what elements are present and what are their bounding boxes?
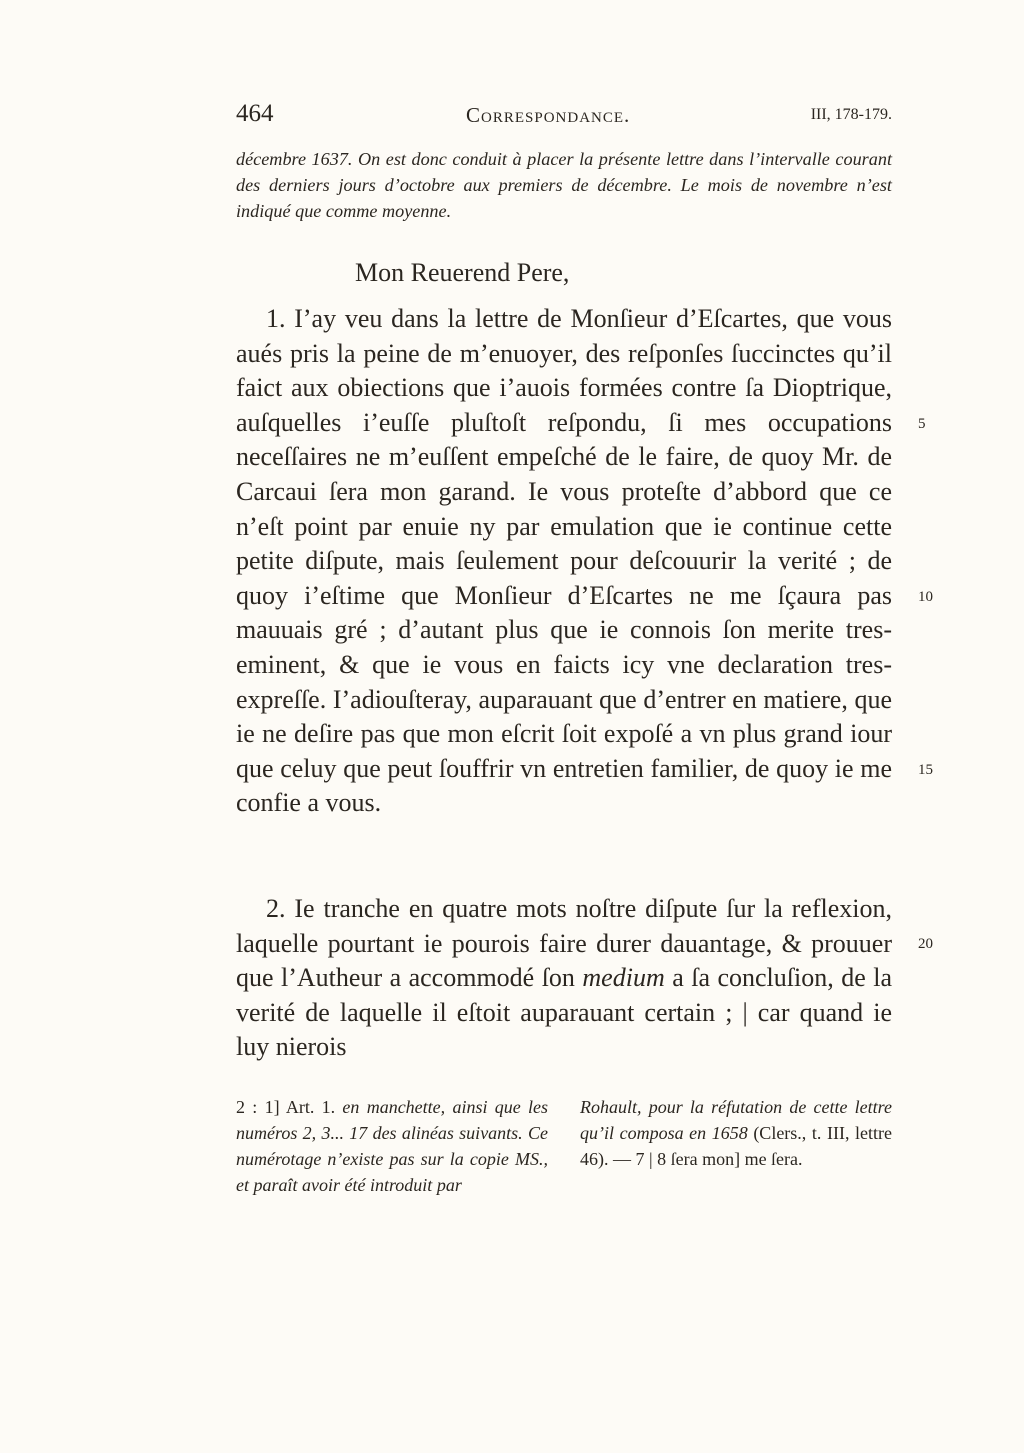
paragraph-2-text — [236, 892, 892, 1065]
line-number: 20 — [918, 936, 933, 952]
footnote-right-column — [580, 1094, 892, 1172]
footnotes — [236, 1094, 892, 1224]
line-number: 5 — [918, 416, 926, 432]
salutation: Mon Reuerend Pere, — [355, 258, 570, 287]
paragraph-1-text: 1. I’ay veu dans la lettre de Monſieur d’Eſcartes, que vous aués pris la peine de m’enuoyer, des reſponſes ſuccinctes qu’il faict aux obiections que i’auois formées contre ſa Dioptrique, auſquelles i’euſſe pluſtoſt reſpondu, ſi mes occupations neceſſaires ne m’euſſent empeſché de le faire, de quoy Mr. de Carcaui ſera mon garand. Ie vous proteſte d’abbord que ce n’eſt point par enuie ny par emulation que ie continue cette petite diſpute, mais ſeulement pour deſcouurir la verité ; de quoy i’eſtime que Monſieur d’Eſcartes ne me ſçaura pas mauuais gré ; d’autant plus que ie connois ſon merite tres-eminent, & que ie vous en faicts icy vne declaration tres-expreſſe. I’adiouſteray, auparauant que d’entrer en matiere, que ie ne deſire pas que mon eſcrit ſoit expoſé a vn plus grand iour que celuy que peut ſouffrir vn entretien familier, de quoy ie me confie a vous. — [236, 304, 892, 818]
page-number: 464 — [236, 100, 274, 127]
paragraph-1 — [236, 302, 892, 821]
line-number: 15 — [918, 762, 933, 778]
paragraph-2-italic: medium — [582, 963, 665, 993]
running-title: Correspondance. — [466, 103, 631, 127]
introductory-note: décembre 1637. On est donc conduit à placer la présente lettre dans l’intervalle courant des derniers jours d’octobre aux premiers de décembre. Le mois de novembre n’est indiqué que comme moyenne. — [236, 149, 892, 221]
footnote-right-italic: Rohault, pour la réfutation de cette lettre qu’il composa en 1658 — [580, 1097, 892, 1143]
paragraph-2-end: a ſa concluſion, de la verité de laquelle il eſtoit auparauant certain ; | car quand ie luy nierois — [236, 963, 892, 1062]
volume-reference: III, 178-179. — [810, 106, 892, 123]
paragraph-2 — [236, 892, 892, 1065]
footnote-reference: 2 : 1] Art. 1. — [236, 1097, 343, 1117]
footnote-left-column — [236, 1094, 548, 1198]
paragraph-2-start: 2. Ie tranche en quatre mots noſtre diſpute ſur la reflexion, laquelle pourtant ie pourois faire durer dauantage, & prouuer que l’Autheur a accommodé ſon — [236, 894, 892, 993]
line-number: 10 — [918, 589, 933, 605]
running-header — [236, 100, 892, 134]
footnote-right-text: (Clers., t. III, lettre 46). — 7 | 8 ſera mon] me ſera. — [580, 1123, 893, 1169]
footnote-left-text: en manchette, ainsi que les numéros 2, 3... 17 des alinéas suivants. Ce numérotage n’existe pas sur la copie MS., et paraît avoir été introduit par — [236, 1097, 549, 1195]
